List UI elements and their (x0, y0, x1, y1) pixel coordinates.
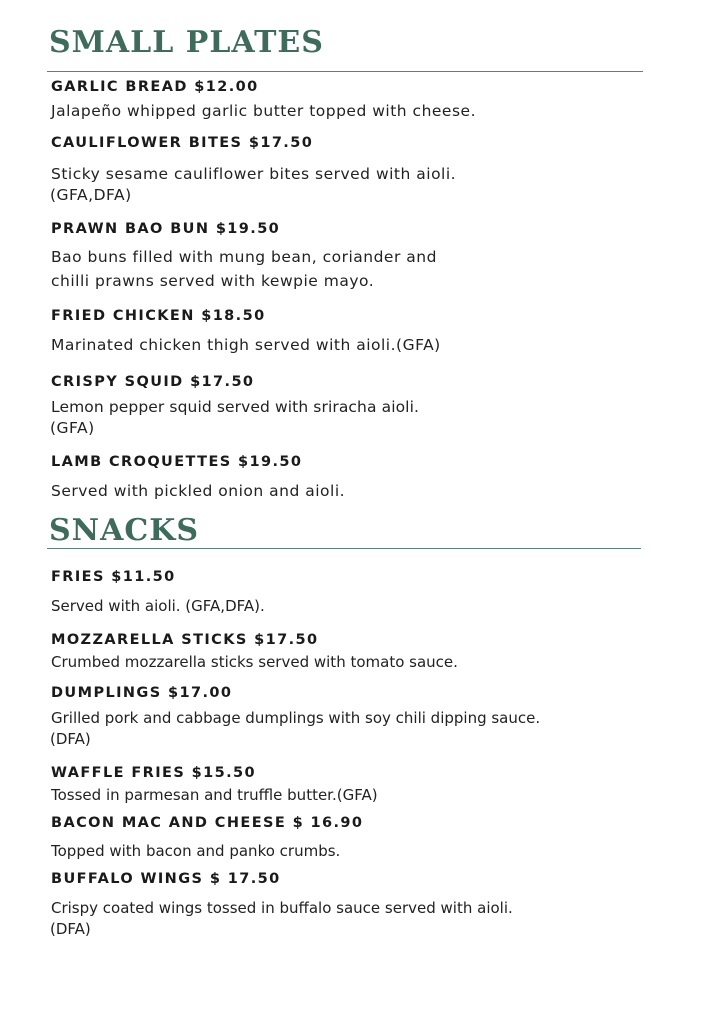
menu-item-description: Tossed in parmesan and truffle butter.(GFA) (51, 786, 378, 804)
menu-item-name: FRIES (51, 569, 105, 585)
menu-item-description: chilli prawns served with kewpie mayo. (51, 272, 375, 290)
menu-item-description: Sticky sesame cauliflower bites served with aioli. (51, 165, 457, 183)
menu-item-description: Lemon pepper squid served with sriracha aioli. (51, 398, 420, 416)
menu-item-title (51, 309, 266, 324)
menu-item-description: (DFA) (50, 730, 91, 748)
menu-item-title (51, 570, 176, 585)
menu-item-title (51, 766, 256, 781)
menu-item-title (51, 375, 254, 390)
menu-item-name: BACON MAC AND CHEESE (51, 815, 287, 831)
menu-item-price: $17.50 (254, 632, 319, 648)
menu-item-price: $ 17.50 (209, 871, 281, 887)
menu-item-description: Crumbed mozzarella sticks served with tomato sauce. (51, 653, 458, 671)
menu-item-description: (GFA,DFA) (50, 186, 132, 204)
menu-item-title (51, 136, 313, 151)
menu-item-title (51, 686, 232, 701)
menu-item-description: Jalapeño whipped garlic butter topped with cheese. (51, 102, 477, 120)
menu-item-name: GARLIC BREAD (51, 79, 188, 95)
menu-item-title (51, 872, 281, 887)
menu-item-description: Served with aioli. (GFA,DFA). (51, 597, 265, 615)
menu-item-name: CAULIFLOWER BITES (51, 135, 243, 151)
menu-item-description: Grilled pork and cabbage dumplings with soy chili dipping sauce. (51, 709, 541, 727)
menu-item-name: LAMB CROQUETTES (51, 454, 232, 470)
menu-item-price: $19.50 (238, 454, 303, 470)
section-title-snacks: SNACKS (49, 513, 199, 548)
menu-item-price: $17.50 (248, 135, 314, 151)
menu-item-name: PRAWN BAO BUN (51, 221, 210, 237)
menu-item-price: $ 16.90 (292, 815, 364, 831)
menu-item-price: $12.00 (194, 79, 259, 95)
menu-item-price: $18.50 (201, 308, 266, 324)
menu-item-name: DUMPLINGS (51, 685, 162, 701)
menu-item-description: Topped with bacon and panko crumbs. (51, 842, 341, 860)
menu-item-name: WAFFLE FRIES (51, 765, 186, 781)
menu-item-name: BUFFALO WINGS (51, 871, 204, 887)
menu-item-description: Bao buns filled with mung bean, coriander and (51, 248, 437, 266)
menu-item-price: $11.50 (111, 569, 176, 585)
menu-item-name: FRIED CHICKEN (51, 308, 195, 324)
menu-item-title (51, 222, 280, 237)
menu-item-title (51, 80, 259, 95)
menu-item-name: MOZZARELLA STICKS (51, 632, 248, 648)
menu-item-title (51, 633, 319, 648)
menu-item-description: Crispy coated wings tossed in buffalo sauce served with aioli. (51, 899, 513, 917)
menu-item-price: $19.50 (215, 221, 281, 237)
menu-item-price: $15.50 (191, 765, 256, 781)
menu-item-price: $17.50 (190, 374, 255, 390)
menu-item-name: CRISPY SQUID (51, 374, 184, 390)
menu-item-description: (DFA) (50, 920, 91, 938)
menu-item-description: Served with pickled onion and aioli. (51, 482, 346, 500)
section-divider (47, 71, 643, 72)
menu-item-description: (GFA) (50, 419, 95, 437)
section-divider (47, 548, 641, 549)
section-title-small-plates: SMALL PLATES (49, 25, 324, 60)
menu-item-title (51, 455, 302, 470)
menu-item-title (51, 816, 363, 831)
menu-item-description: Marinated chicken thigh served with aioli.(GFA) (51, 336, 441, 354)
menu-item-price: $17.00 (168, 685, 233, 701)
